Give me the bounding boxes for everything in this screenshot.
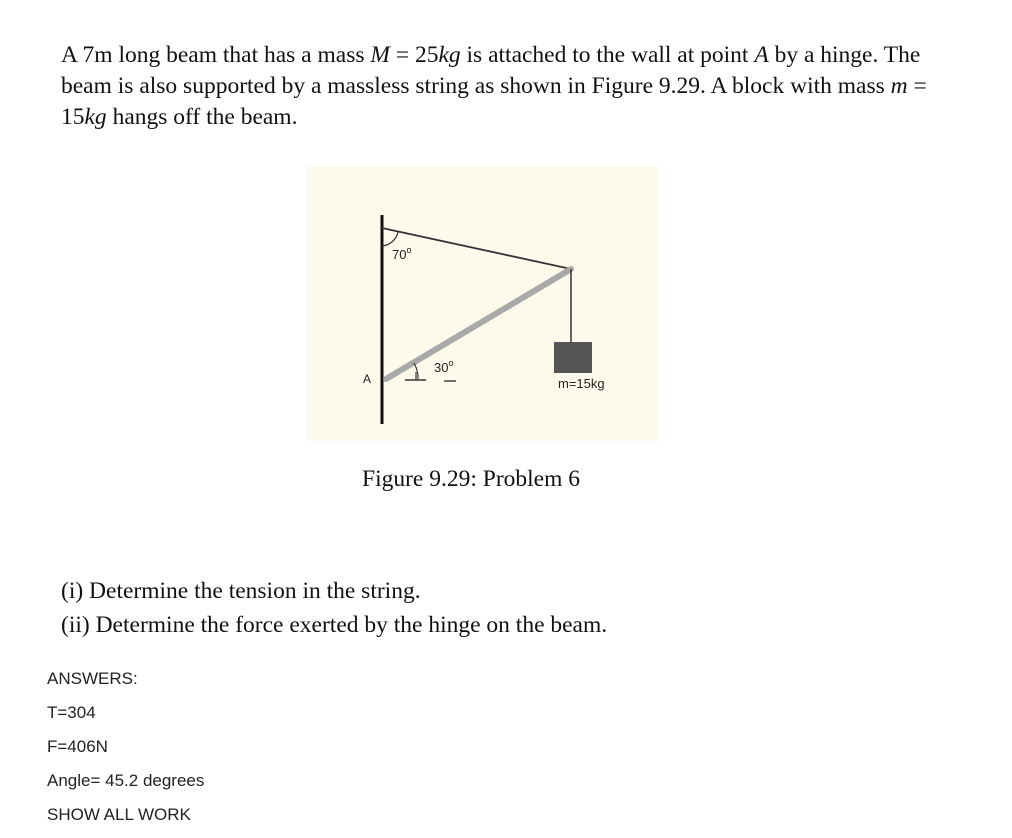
problem-statement (61, 40, 941, 133)
answers-section (47, 668, 204, 838)
show-work-note: SHOW ALL WORK (47, 805, 191, 824)
beam-mass-variable: M (370, 42, 390, 68)
beam-mass-unit: kg (438, 42, 461, 68)
problem-text-part2: is attached to the wall at point (460, 42, 755, 68)
bottom-angle-value: 30 (434, 360, 449, 375)
question-1: (i) Determine the tension in the string. (61, 578, 421, 604)
answer-tension: T=304 (47, 703, 96, 722)
question-2: (ii) Determine the force exerted by the hinge on the beam. (61, 612, 608, 638)
problem-text-part4: hangs off the beam. (106, 104, 298, 130)
answers-header: ANSWERS: (47, 669, 138, 688)
figure-diagram (307, 166, 658, 441)
block-mass-value: 15 (61, 104, 85, 130)
top-angle-arc (382, 232, 398, 246)
bottom-angle-degree: o (448, 358, 454, 368)
block-mass-unit: kg (84, 104, 107, 130)
beam-mass-value: 25 (414, 42, 439, 68)
problem-text-part1: A 7m long beam that has a mass (61, 42, 371, 68)
point-a-label: A (363, 372, 372, 386)
equals-sign: = (389, 42, 415, 68)
hinge-point-variable: A (754, 42, 769, 68)
top-angle-value: 70 (392, 247, 407, 262)
answer-angle: Angle= 45.2 degrees (47, 771, 205, 790)
bottom-angle-label (434, 358, 453, 375)
problem-text-part3: by a hinge. The beam is also supported by a massless string as shown in Figure 9.29. A block with mass (61, 42, 921, 99)
block-mass-variable: m (890, 73, 908, 99)
beam-diagram (307, 166, 658, 441)
questions (61, 574, 607, 642)
figure-caption: Figure 9.29: Problem 6 (362, 466, 581, 492)
top-angle-degree: o (406, 245, 412, 255)
equals-sign: = (907, 73, 927, 99)
answer-force: F=406N (47, 737, 108, 756)
top-angle-label (392, 245, 411, 262)
block-mass-label: m=15kg (558, 376, 605, 391)
beam (386, 269, 571, 379)
hanging-block (554, 342, 592, 373)
